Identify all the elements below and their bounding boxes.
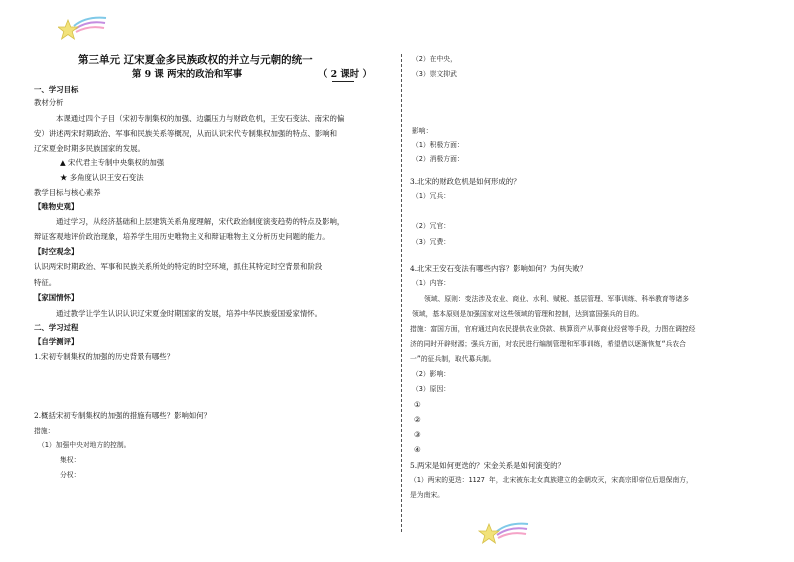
measure-1-centralize: 集权： — [60, 456, 81, 464]
shooting-star-icon — [58, 14, 108, 48]
literacy-text-1b: 辩证客观地评价政治现象，培养学生用历史唯物主义和辩证唯物主义分析历史问题的能力。 — [34, 232, 330, 241]
literacy-text-2a: 认识两宋时期政治、军事和民族关系所处的特定的时空环境，抓住其特定时空背景和阶段 — [34, 262, 323, 271]
section-heading-objectives: 一、学习目标 — [34, 85, 79, 94]
literacy-tag-spacetime: 【时空观念】 — [34, 247, 79, 256]
goals-heading: 教学目标与核心素养 — [34, 188, 101, 197]
literacy-text-2b: 特征。 — [34, 278, 57, 287]
reason-1: ① — [414, 400, 421, 409]
literacy-text-1a: 通过学习，从经济基础和上层建筑关系角度理解，宋代政治制度演变趋势的特点及影响， — [56, 217, 345, 226]
measure-1-divide: 分权： — [60, 471, 81, 479]
q5-answer-line-2: 是为南宋。 — [410, 491, 444, 499]
reform-domain-line-2: 领域，基本原则是加强国家对这些领域的管理和控制，达到富国强兵的目的。 — [412, 310, 644, 318]
unit-title: 第三单元 辽宋夏金多民族政权的并立与元朝的统一 — [78, 54, 313, 66]
focus-item-1: ▲ 宋代君主专制中央集权的加强 — [60, 158, 165, 167]
literacy-tag-materialism: 【唯物史观】 — [34, 202, 79, 211]
analysis-line-2: 安）讲述两宋时期政治、军事和民族关系等概况，从而认识宋代专制集权加强的特点、影响和 — [34, 129, 338, 138]
section-heading-process: 二、学习过程 — [34, 323, 79, 332]
reform-domain-line-1: 领域、原则：变法涉及农业、商业、水利、赋税、基层管理、军事训练、科举教育等诸多 — [424, 295, 690, 303]
lesson-hours: （ 2 课时 ） — [318, 69, 372, 80]
self-test-tag: 【自学测评】 — [34, 337, 79, 346]
impact-label: 影响： — [412, 127, 433, 135]
reason-3: ③ — [414, 430, 421, 439]
hours-underline — [332, 81, 354, 82]
q3-redundant-troops: （1）冗兵： — [412, 192, 451, 200]
q3-redundant-expenses: （3）冗费： — [412, 238, 451, 246]
reform-reason-label: （3）原因： — [412, 385, 451, 393]
question-5: 5.两宋是如何更迭的？宋金关系是如何演变的？ — [410, 461, 565, 470]
question-3: 3.北宋的财政危机是如何形成的？ — [410, 177, 521, 186]
measure-1: （1）加强中央对地方的控制。 — [38, 441, 131, 449]
reason-2: ② — [414, 415, 421, 424]
reform-measure-line-3: 一”的征兵制，取代募兵制。 — [410, 355, 496, 363]
right-central: （2）在中央， — [412, 55, 457, 63]
reform-measure-line-2: 济的同时开辟财源；强兵方面，对农民进行编制管理和军事训练，希望借以逐渐恢复“兵农合 — [410, 340, 686, 348]
right-culture: （3）崇文抑武 — [412, 70, 457, 78]
textbook-analysis-label: 教材分析 — [34, 98, 64, 107]
question-4: 4.北宋王安石变法有哪些内容？影响如何？为何失败？ — [410, 264, 588, 273]
measures-label: 措施： — [34, 427, 55, 435]
literacy-text-3: 通过教学让学生认识认识辽宋夏金时期国家的发展，培养中华民族爱国爱家情怀。 — [56, 309, 323, 318]
q3-redundant-officials: （2）冗官： — [412, 222, 451, 230]
impact-negative: （2）消极方面： — [412, 155, 464, 163]
reform-content-label: （1）内容： — [412, 279, 451, 287]
reason-4: ④ — [414, 445, 421, 454]
reform-impact-label: （2）影响： — [412, 370, 451, 378]
question-2: 2.概括宋初专制集权的加强的措施有哪些？影响如何？ — [34, 411, 212, 420]
question-1: 1.宋初专制集权的加强的历史背景有哪些？ — [34, 352, 175, 361]
reform-measure-line-1: 措施：富国方面，官府通过向农民提供农业贷款、核算资产从事商业经营等手段，力图在调控经 — [410, 325, 696, 333]
analysis-line-3: 辽宋夏金时期多民族国家的发展。 — [34, 144, 145, 153]
literacy-tag-patriotism: 【家国情怀】 — [34, 293, 79, 302]
analysis-line-1: 本课通过四个子目（宋初专制集权的加强、边疆压力与财政危机，王安石变法、南宋的偏 — [56, 114, 345, 123]
shooting-star-icon-bottom — [478, 516, 530, 550]
impact-positive: （1）积极方面： — [412, 141, 464, 149]
column-divider — [401, 54, 402, 532]
lesson-title: 第 9 课 两宋的政治和军事 — [132, 69, 243, 80]
q5-answer-line-1: （1）两宋的更迭：1127 年，北宋被东北女真族建立的金朝攻灭，宋高宗即帝位后退保南方， — [410, 476, 693, 484]
focus-item-2: ★ 多角度认识王安石变法 — [60, 173, 144, 182]
